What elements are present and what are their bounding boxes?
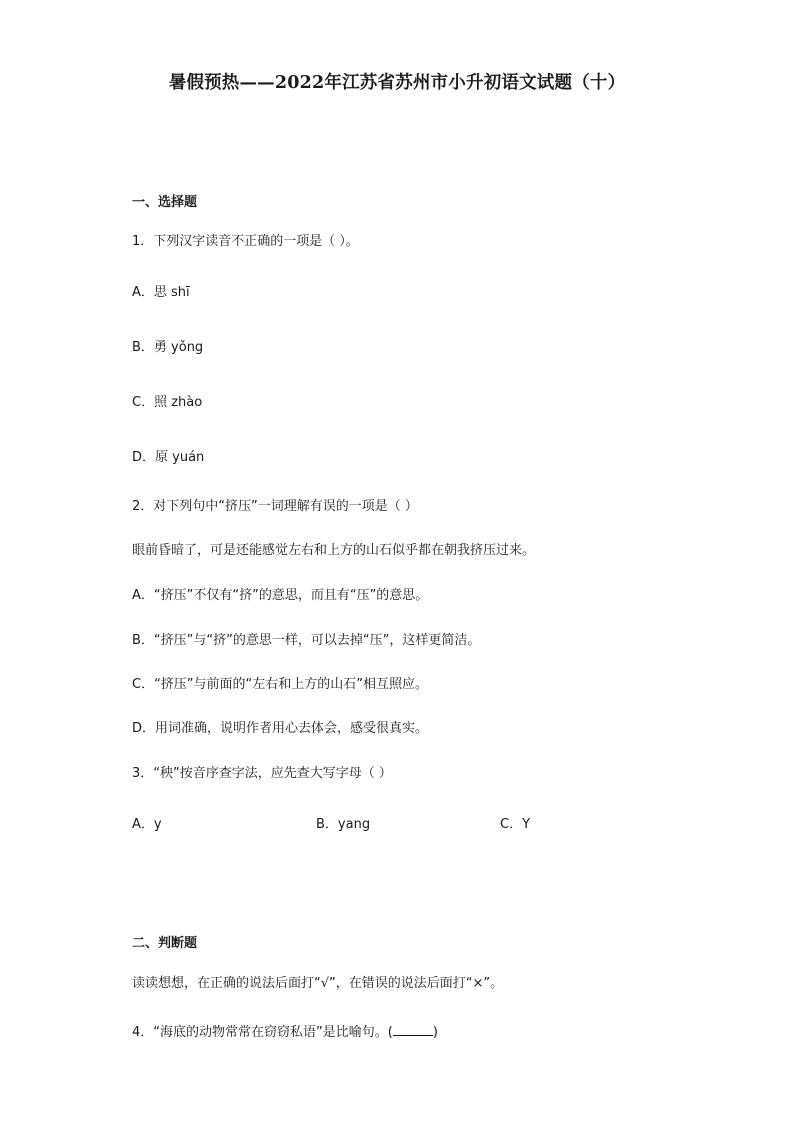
question-3-option-b: B．yang <box>316 817 371 832</box>
page-title: 暑假预热——2022年江苏省苏州市小升初语文试题（十） <box>168 73 626 93</box>
question-2-passage: 眼前昏暗了，可是还能感觉左右和上方的山石似乎都在朝我挤压过来。 <box>132 543 536 558</box>
answer-blank[interactable] <box>393 1023 433 1036</box>
question-4 <box>132 1023 438 1042</box>
question-3-option-a: A．y <box>132 817 162 832</box>
question-2-option-b: B．“挤压”与“挤”的意思一样，可以去掉“压”，这样更简洁。 <box>132 633 481 648</box>
question-2-option-d: D．用词准确，说明作者用心去体会，感受很真实。 <box>132 721 429 736</box>
section-heading-choice: 一、选择题 <box>132 195 198 210</box>
question-4-close: ) <box>432 1025 438 1040</box>
question-1-option-c: C．照 zhào <box>132 395 203 410</box>
question-2-stem: 2．对下列句中“挤压”一词理解有误的一项是（ ） <box>132 499 418 514</box>
question-1-option-a: A．思 shī <box>132 285 190 300</box>
question-4-stem: 4．“海底的动物常常在窃窃私语”是比喻句。( <box>132 1025 393 1040</box>
question-3-stem: 3．“秧”按音序查字法，应先查大写字母（ ） <box>132 766 392 781</box>
question-3-option-c: C．Y <box>500 817 531 832</box>
question-2-option-a: A．“挤压”不仅有“挤”的意思，而且有“压”的意思。 <box>132 588 429 603</box>
section-heading-judgement: 二、判断题 <box>132 936 198 951</box>
section-2-instruction: 读读想想，在正确的说法后面打“√”，在错误的说法后面打“×”。 <box>132 976 504 991</box>
question-1-option-b: B．勇 yǒng <box>132 340 204 355</box>
question-1-option-d: D．原 yuán <box>132 450 205 465</box>
question-2-option-c: C．“挤压”与前面的“左右和上方的山石”相互照应。 <box>132 677 429 692</box>
question-1-stem: 1．下列汉字读音不正确的一项是（ ）。 <box>132 234 359 249</box>
